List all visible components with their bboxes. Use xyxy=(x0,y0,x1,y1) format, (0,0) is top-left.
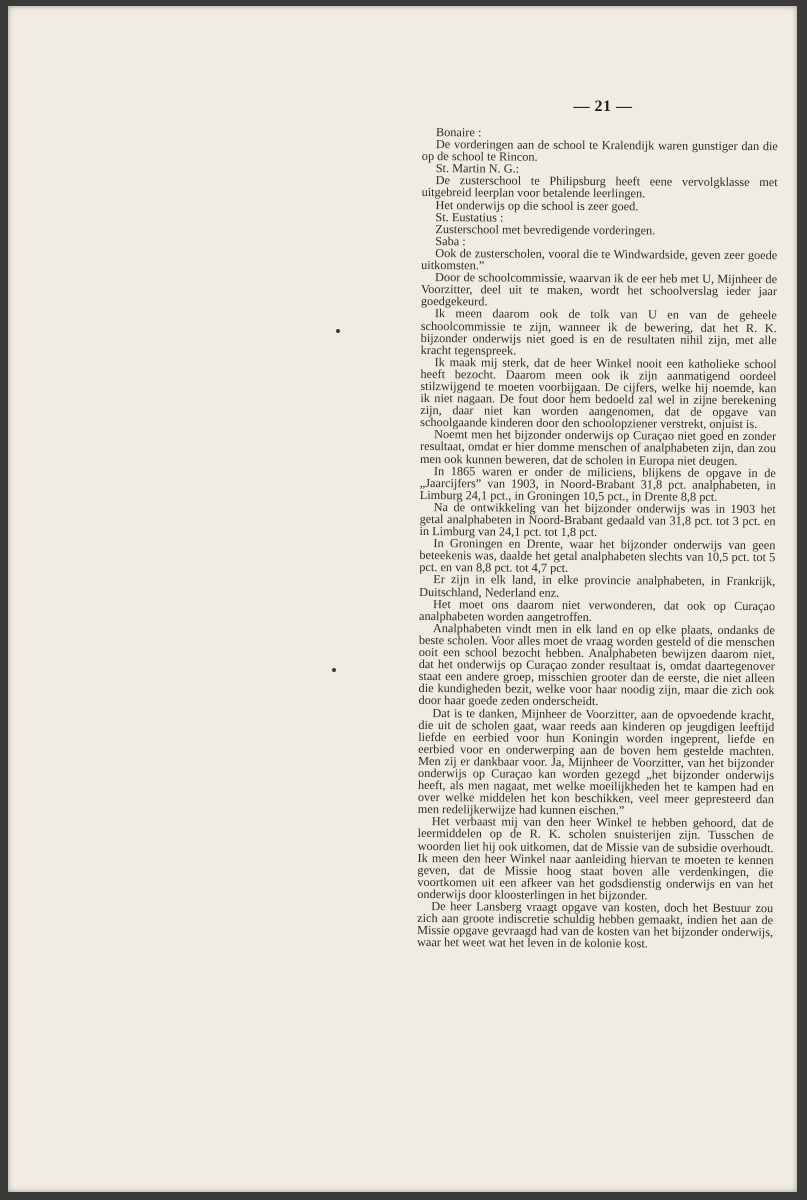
paragraph: Saba : xyxy=(435,233,466,249)
paragraph: Bonaire : xyxy=(435,125,482,140)
paragraph: Ook de zusterscholen, vooral die te Windwardside, geven zeer goede uitkomsten.” xyxy=(421,246,778,273)
paragraph: Zusterschool met bevredigende vorderingen. xyxy=(435,221,656,238)
body-text-column xyxy=(417,126,778,951)
margin-mark xyxy=(332,668,336,672)
paragraph: Analphabeten vindt men in elk land en op elke plaats, ondanks de beste scholen. Voor alles moet de vraag worden gesteld of die menschen ooit een school bezocht hebben. Analphabeten bewijzen daarom niet, dat het onderwijs op Curaçao zonder resultaat is, omdat daartegenover staat een andere groep, misschien grooter dan de eerste, die niet alleen die kundigheden bezit, welke voor haar noodig zijn, maar die zich ook door haar goede zeden onderscheidt. xyxy=(418,620,775,709)
paragraph: St. Martin N. G.: xyxy=(435,161,520,176)
document-page xyxy=(8,6,797,1192)
paragraph: In Groningen en Drente, waar het bijzonder onderwijs van geen beteekenis was, daalde het getal analphabeten slechts van 10,5 pct. tot 5 pct. en van 8,8 pct. tot 4,7 pct. xyxy=(419,536,776,576)
paragraph: In 1865 waren er onder de miliciens, blijkens de opgave in de „Jaarcijfers” van 1903, in Noord-Brabant 31,8 pct. analphabeten, in Limburg 24,1 pct., in Groningen 10,5 pct., in Drente 8,8 pct. xyxy=(419,463,776,504)
paragraph: Noemt men het bijzonder onderwijs op Curaçao niet goed en zonder resultaat, omdat er hier domme menschen of analphabeten zijn, dan zou men ook kunnen beweren, dat de scholen in Europa niet deugen. xyxy=(419,427,777,468)
paragraph: Het verbaast mij van den heer Winkel te hebben gehoord, dat de leermiddelen op de R. K. scholen snuisterijen zijn. Tusschen de woorden liet hij ook uitkomen, dat de Missie van de subsidie overhoudt. Ik meen den heer Winkel naar aanleiding hiervan te moeten te kennen geven, dat de Missie hoog staat boven alle verdenkingen, die voortkomen uit een afkeer van het godsdienstig onderwijs en van het onderwijs door kloosterlingen in het bijzonder. xyxy=(417,814,774,903)
page-number: — 21 — xyxy=(573,98,633,115)
paragraph: De zusterschool te Philipsburg heeft eene vervolgklasse met uitgebreid leerplan voor betalende leerlingen. xyxy=(421,173,778,201)
paragraph: Er zijn in elk land, in elke provincie analphabeten, in Frankrijk, Duitschland, Nederland enz. xyxy=(419,572,776,600)
paragraph: Het onderwijs op die school is zeer goed. xyxy=(435,197,639,213)
paragraph: St. Eustatius : xyxy=(435,209,504,225)
paragraph: Na de ontwikkeling van het bijzonder onderwijs was in 1903 het getal analphabeten in Noord-Brabant gedaald van 31,8 pct. tot 3 pct. en in Limburg van 24,1 pct. tot 1,8 pct. xyxy=(419,499,776,540)
paragraph: Ik maak mij sterk, dat de heer Winkel nooit een katholieke school heeft bezocht. Daarom meen ook ik zijn aanmatigend oordeel stilzwijgend te moeten voorbijgaan. De cijfers, welke hij noemde, kan ik niet nagaan. De fout door hem bedoeld zal wel in zijne berekening zijn, daar niet kan worden aangenomen, dat de opgave van schoolgaande kinderen door den schoolopziener verstrekt, onjuist is. xyxy=(420,354,777,432)
paragraph: Het moet ons daarom niet verwonderen, dat ook op Curaçao analphabeten worden aangetroffen. xyxy=(418,596,776,624)
paragraph: Door de schoolcommissie, waarvan ik de eer heb met U, Mijnheer de Voorzitter, deel uit te maken, wordt het schoolverslag ieder jaar goedgekeurd. xyxy=(420,270,778,309)
paragraph: De heer Lansberg vraagt opgave van kosten, doch het Bestuur zou zich aan groote indiscretie schuldig hebben gemaakt, indien het aan de Missie opgave gevraagd had van de kosten van het bijzonder onderwijs, waar het weet wat het leven in de kolonie kost. xyxy=(416,899,774,951)
paragraph: Ik meen daarom ook de tolk van U en van de geheele schoolcommissie te zijn, wanneer ik de bewering, dat het R. K. bijzonder onderwijs niet goed is en de resultaten nihil zijn, met alle kracht tegenspreek. xyxy=(420,306,777,358)
paragraph: Dat is te danken, Mijnheer de Voorzitter, aan de opvoedende kracht, die uit de scholen gaat, waar reeds aan kinderen op jeugdigen leeftijd liefde en eerbied voor hun Koningin worden ingeprent, liefde en eerbied voor en onderwerping aan de boven hem gestelde machten. Men zij er dankbaar voor. Ja, Mijnheer de Voorzitter, van het bijzonder onderwijs op Curaçao kan worden gezegd „het bijzonder onderwijs heeft, als men nagaat, met welke moeilijkheden het te kampen had en over welke middelen het kon beschikken, veel meer gepresteerd dan men redelijkerwijze had kunnen eischen.” xyxy=(417,705,775,818)
margin-mark xyxy=(336,329,340,333)
paragraph: De vorderingen aan de school te Kralendijk waren gunstiger dan die op de school te Rincon. xyxy=(421,137,778,164)
